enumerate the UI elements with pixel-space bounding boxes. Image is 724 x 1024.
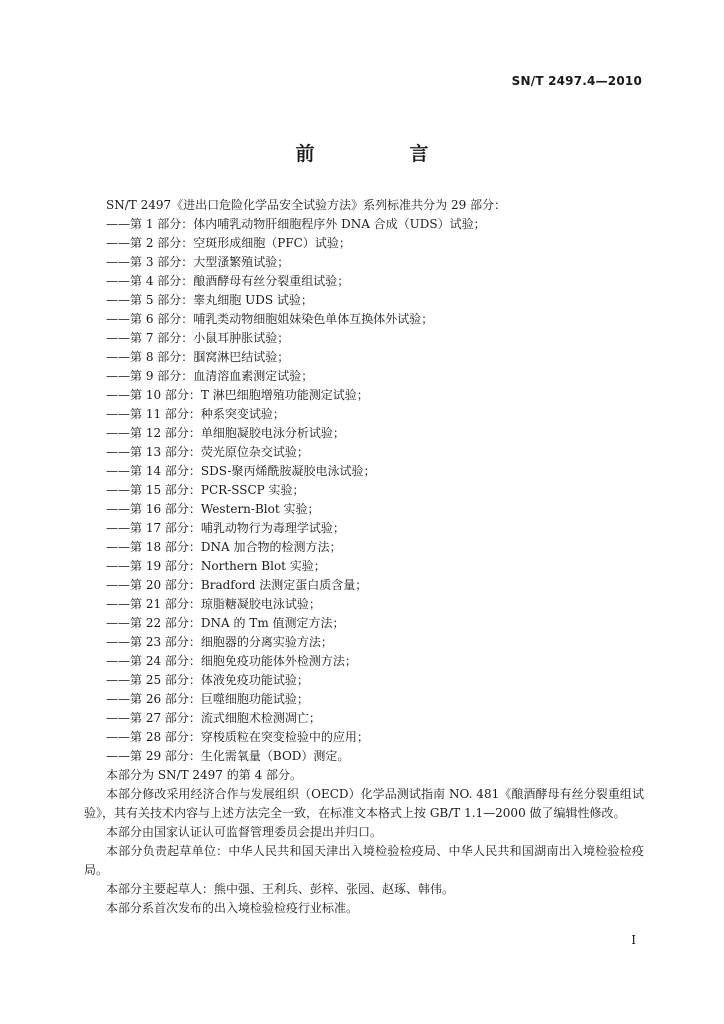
list-item: ——第 8 部分：腘窝淋巴结试验； — [106, 350, 290, 364]
list-item: ——第 9 部分：血清溶血素测定试验； — [106, 369, 314, 383]
paragraph-proposer: 本部分由国家认证认可监督管理委员会提出并归口。 — [106, 825, 383, 839]
list-item: ——第 29 部分：生化需氧量（BOD）测定。 — [106, 749, 350, 763]
paragraph-adoption: 本部分修改采用经济合作与发展组织（OECD）化学品测试指南 NO. 481《酿酒酵母有丝分裂重组试验》，其有关技术内容与上述方法完全一致，在标准文本格式上按 GB/T 1.1—2000 做了编辑性修改。 — [84, 787, 644, 820]
list-item: ——第 16 部分：Western-Blot 实验； — [106, 502, 320, 516]
list-item: ——第 23 部分：细胞器的分离实验方法； — [106, 635, 333, 649]
list-item: ——第 4 部分：酿酒酵母有丝分裂重组试验； — [106, 274, 350, 288]
document-body — [84, 196, 644, 918]
list-item: ——第 17 部分：哺乳动物行为毒理学试验； — [106, 521, 345, 535]
list-item: ——第 12 部分：单细胞凝胶电泳分析试验； — [106, 426, 345, 440]
page-number: I — [631, 933, 636, 947]
list-item: ——第 27 部分：流式细胞术检测凋亡； — [106, 711, 321, 725]
intro-line: SN/T 2497《进出口危险化学品安全试验方法》系列标准共分为 29 部分： — [106, 198, 507, 212]
list-item: ——第 7 部分：小鼠耳肿胀试验； — [106, 331, 290, 345]
list-item: ——第 15 部分：PCR-SSCP 实验； — [106, 483, 305, 497]
list-item: ——第 14 部分：SDS-聚丙烯酰胺凝胶电泳试验； — [106, 464, 376, 478]
list-item: ——第 5 部分：睾丸细胞 UDS 试验； — [106, 293, 313, 307]
list-item: ——第 24 部分：细胞免疫功能体外检测方法； — [106, 654, 357, 668]
paragraph-first-release: 本部分系首次发布的出入境检验检疫行业标准。 — [106, 901, 359, 915]
paragraph-drafting-units: 本部分负责起草单位：中华人民共和国天津出入境检验检疫局、中华人民共和国湖南出入境检验检疫局。 — [84, 844, 644, 877]
list-item: ——第 26 部分：巨噬细胞功能试验； — [106, 692, 309, 706]
list-item: ——第 10 部分：T 淋巴细胞增殖功能测定试验； — [106, 388, 369, 402]
paragraph-drafters: 本部分主要起草人：熊中强、王利兵、彭梓、张园、赵琢、韩伟。 — [106, 882, 455, 896]
list-item: ——第 13 部分：荧光原位杂交试验； — [106, 445, 309, 459]
list-item: ——第 19 部分：Northern Blot 实验； — [106, 559, 326, 573]
standard-code: SN/T 2497.4—2010 — [511, 74, 642, 88]
list-item: ——第 1 部分：体内哺乳动物肝细胞程序外 DNA 合成（UDS）试验； — [106, 217, 486, 231]
list-item: ——第 6 部分：哺乳类动物细胞姐妹染色单体互换体外试验； — [106, 312, 434, 326]
list-item: ——第 20 部分：Bradford 法测定蛋白质含量； — [106, 578, 368, 592]
list-item: ——第 2 部分：空斑形成细胞（PFC）试验； — [106, 236, 351, 250]
list-item: ——第 21 部分：琼脂糖凝胶电泳试验； — [106, 597, 321, 611]
list-item: ——第 22 部分：DNA 的 Tm 值测定方法； — [106, 616, 345, 630]
list-item: ——第 28 部分：穿梭质粒在突变检验中的应用； — [106, 730, 369, 744]
parts-list — [84, 215, 644, 766]
list-item: ——第 25 部分：体液免疫功能试验； — [106, 673, 309, 687]
list-item: ——第 3 部分：大型溞繁殖试验； — [106, 255, 290, 269]
list-item: ——第 18 部分：DNA 加合物的检测方法； — [106, 540, 342, 554]
list-item: ——第 11 部分：种系突变试验； — [106, 407, 285, 421]
paragraph-scope: 本部分为 SN/T 2497 的第 4 部分。 — [106, 768, 303, 782]
page-title: 前 言 — [295, 143, 467, 165]
